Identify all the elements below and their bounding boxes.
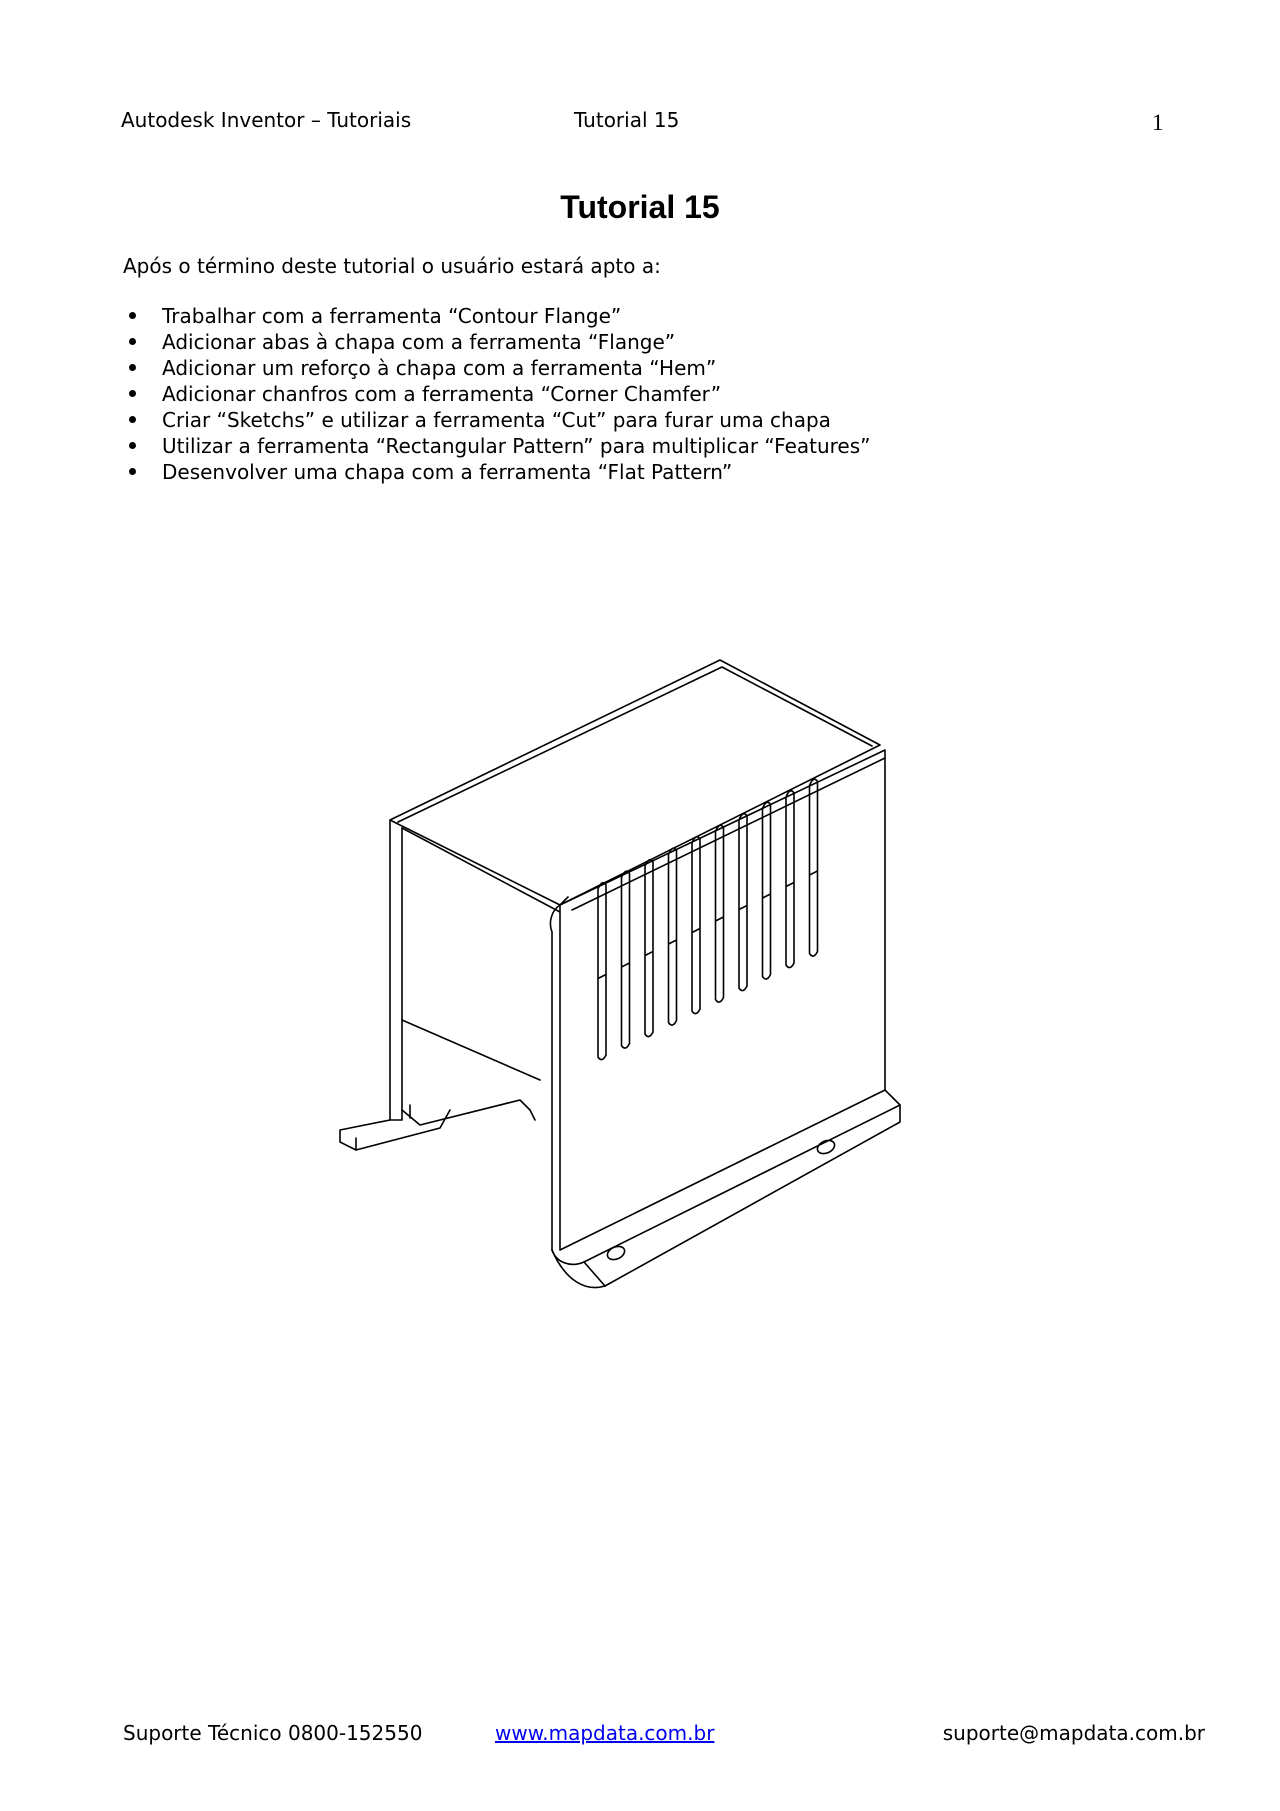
list-item xyxy=(123,355,871,381)
objective-text: Utilizar a ferramenta “Rectangular Pattern” para multiplicar “Features” xyxy=(162,434,871,458)
bullet-icon xyxy=(129,390,136,397)
objectives-list xyxy=(123,303,871,485)
objective-text: Desenvolver uma chapa com a ferramenta “Flat Pattern” xyxy=(162,460,733,484)
objective-text: Adicionar um reforço à chapa com a ferramenta “Hem” xyxy=(162,356,717,380)
list-item xyxy=(123,381,871,407)
objective-text: Trabalhar com a ferramenta “Contour Flange” xyxy=(162,304,622,328)
list-item xyxy=(123,303,871,329)
list-item xyxy=(123,407,871,433)
bullet-icon xyxy=(129,338,136,345)
support-phone: Suporte Técnico 0800-152550 xyxy=(123,1721,423,1745)
left-side-panel xyxy=(390,820,402,1120)
list-item xyxy=(123,433,871,459)
objective-text: Criar “Sketchs” e utilizar a ferramenta “Cut” para furar uma chapa xyxy=(162,408,831,432)
bullet-icon xyxy=(129,364,136,371)
mounting-hole-left xyxy=(605,1244,626,1262)
header-app-title: Autodesk Inventor – Tutoriais xyxy=(121,108,412,132)
objective-text: Adicionar chanfros com a ferramenta “Corner Chamfer” xyxy=(162,382,722,406)
page-title: Tutorial 15 xyxy=(560,189,720,225)
objective-text: Adicionar abas à chapa com a ferramenta “Flange” xyxy=(162,330,676,354)
bullet-icon xyxy=(129,312,136,319)
bullet-icon xyxy=(129,468,136,475)
intro-text: Após o término deste tutorial o usuário estará apto a: xyxy=(123,254,661,278)
sheet-metal-enclosure-drawing xyxy=(320,650,950,1300)
support-email: suporte@mapdata.com.br xyxy=(942,1721,1205,1745)
page-number: 1 xyxy=(1152,110,1164,135)
mounting-hole-right xyxy=(815,1138,836,1156)
list-item xyxy=(123,459,871,485)
website-link[interactable]: www.mapdata.com.br xyxy=(495,1721,715,1745)
bullet-icon xyxy=(129,416,136,423)
header-tutorial-title: Tutorial 15 xyxy=(574,108,680,132)
list-item xyxy=(123,329,871,355)
bullet-icon xyxy=(129,442,136,449)
